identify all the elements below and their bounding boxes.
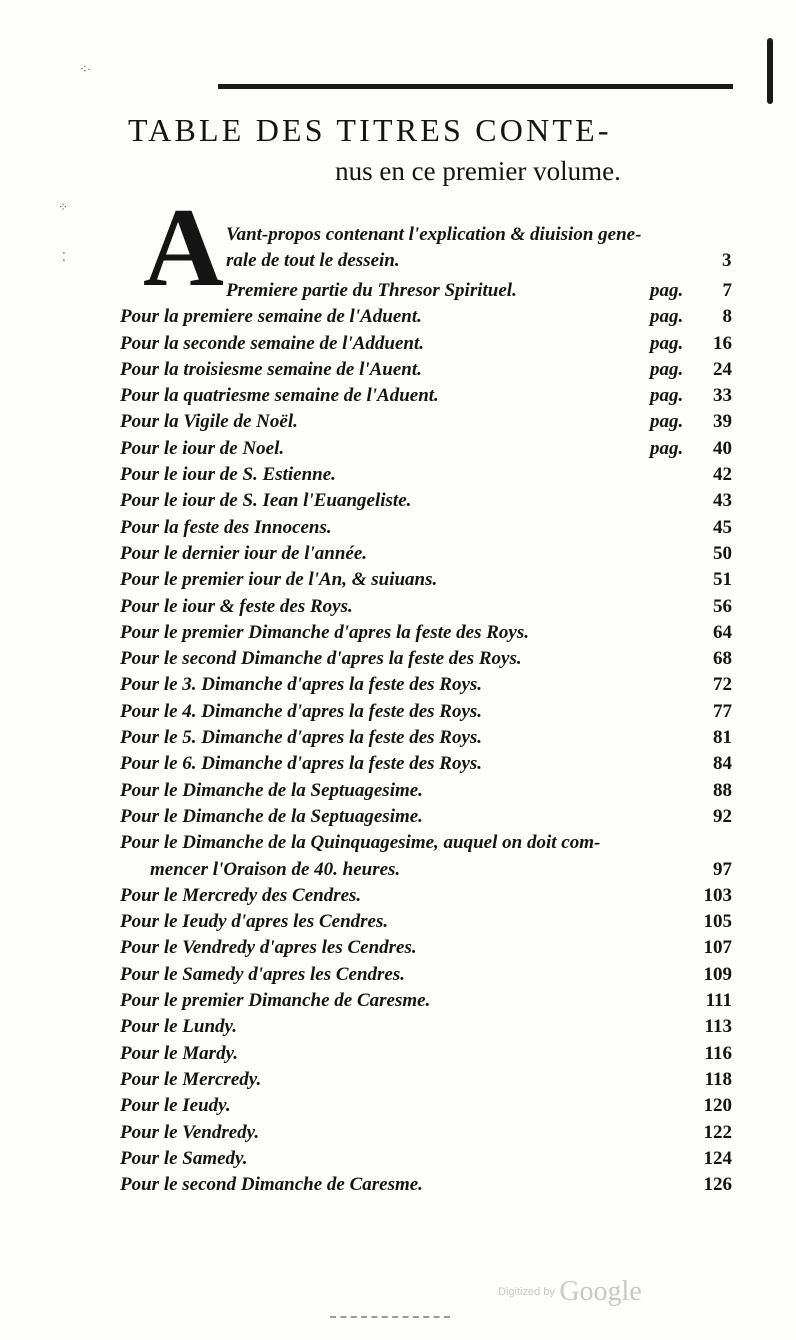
toc-entry-pag-label: pag.	[650, 385, 684, 407]
toc-entry-pag-label: pag.	[650, 306, 684, 328]
toc-entry-pag-label: pag.	[650, 411, 684, 433]
toc-entry-title: Pour le 3. Dimanche d'apres la feste des Roys.	[120, 674, 483, 696]
toc-entry-page-number: 24	[713, 358, 732, 380]
toc-entry-page-number: 122	[703, 1121, 732, 1143]
page-edge-mark	[767, 38, 773, 104]
toc-entry	[120, 383, 740, 409]
toc-entry-pag-label: pag.	[650, 358, 684, 380]
toc-entry	[120, 1093, 740, 1119]
toc-entry-title: Pour le Samedy.	[120, 1147, 248, 1169]
toc-entry-title: Pour le iour de S. Estienne.	[120, 464, 336, 486]
intro-line-1: Vant-propos contenant l'explication & diuision gene-	[226, 224, 642, 245]
toc-entry-page-number: 118	[704, 1068, 732, 1090]
toc-entry-title: mencer l'Oraison de 40. heures.	[150, 858, 401, 880]
digitized-by-google-watermark	[498, 1276, 642, 1308]
toc-entry	[120, 830, 740, 856]
toc-entry-page-number: 81	[713, 727, 732, 749]
toc-entry	[120, 699, 740, 725]
table-of-contents	[120, 278, 740, 1198]
toc-entry	[120, 962, 740, 988]
toc-entry-page-number: 33	[713, 385, 732, 407]
toc-entry-title: Pour le Dimanche de la Septuagesime.	[120, 779, 423, 801]
toc-entry-title: Pour le premier Dimanche d'apres la feste des Roys.	[120, 621, 529, 643]
toc-entry	[120, 409, 740, 435]
toc-entry-title: Pour le Mercredy.	[120, 1068, 262, 1090]
toc-entry	[120, 331, 740, 357]
toc-entry-page-number: 42	[713, 464, 732, 486]
toc-entry-page-number: 50	[713, 542, 732, 564]
footer-dashes	[330, 1316, 450, 1320]
toc-entry-page-number: 111	[705, 990, 732, 1012]
toc-entry-title: Pour le Ieudy.	[120, 1095, 231, 1117]
toc-entry-title: Pour le Samedy d'apres les Cendres.	[120, 963, 405, 985]
toc-entry-title: Pour la premiere semaine de l'Aduent.	[120, 306, 422, 328]
page-title: TABLE DES TITRES CONTE-	[128, 112, 612, 148]
toc-entry-title: Pour le 6. Dimanche d'apres la feste des Roys.	[120, 753, 483, 775]
toc-entry	[120, 883, 740, 909]
speck-mark: ⁖·	[80, 62, 92, 76]
toc-entry	[120, 1120, 740, 1146]
toc-entry	[120, 1014, 740, 1040]
toc-entry-title: Pour le 5. Dimanche d'apres la feste des Roys.	[120, 727, 483, 749]
toc-entry	[120, 1172, 740, 1198]
toc-entry	[120, 1067, 740, 1093]
toc-entry-title: Pour le 4. Dimanche d'apres la feste des Roys.	[120, 700, 483, 722]
toc-entry	[120, 778, 740, 804]
toc-entry-page-number: 113	[704, 1016, 732, 1038]
toc-entry-title: Pour le Vendredy.	[120, 1121, 260, 1143]
toc-entry	[120, 462, 740, 488]
toc-entry-page-number: 39	[713, 411, 732, 433]
toc-entry-page-number: 64	[713, 621, 732, 643]
toc-entry	[120, 804, 740, 830]
toc-entry-page-number: 97	[713, 858, 732, 880]
intro-page-number: 3	[722, 250, 732, 271]
toc-entry-page-number: 120	[703, 1095, 732, 1117]
toc-entry-page-number: 40	[713, 437, 732, 459]
toc-entry-page-number: 16	[713, 332, 732, 354]
toc-entry-title: Pour la Vigile de Noël.	[120, 411, 298, 433]
toc-entry-title: Pour le Vendredy d'apres les Cendres.	[120, 937, 417, 959]
toc-entry-pag-label: pag.	[650, 332, 684, 354]
toc-entry	[120, 1146, 740, 1172]
header-rule	[218, 84, 733, 89]
toc-entry-page-number: 77	[713, 700, 732, 722]
toc-entry	[120, 751, 740, 777]
toc-entry	[120, 594, 740, 620]
toc-entry-title: Pour le Mercredy des Cendres.	[120, 884, 362, 906]
toc-entry-title: Pour le Dimanche de la Septuagesime.	[120, 805, 423, 827]
toc-entry-page-number: 88	[713, 779, 732, 801]
toc-entry-page-number: 43	[713, 490, 732, 512]
toc-entry	[120, 725, 740, 751]
toc-entry-page-number: 92	[713, 805, 732, 827]
speck-mark: ⁚	[62, 250, 66, 264]
toc-entry-page-number: 109	[703, 963, 732, 985]
toc-entry-title: Pour le iour & feste des Roys.	[120, 595, 353, 617]
intro-line-2-text: rale de tout le dessein.	[226, 250, 400, 271]
google-logo: Google	[559, 1276, 642, 1307]
toc-entry-page-number: 56	[713, 595, 732, 617]
toc-entry-page-number: 7	[722, 280, 732, 301]
toc-entry	[120, 357, 740, 383]
intro-line-2	[226, 250, 746, 272]
toc-entry	[120, 488, 740, 514]
toc-entry-page-number: 84	[713, 753, 732, 775]
toc-entry-page-number: 72	[713, 674, 732, 696]
toc-entry	[120, 567, 740, 593]
toc-entry-title: Pour la troisiesme semaine de l'Auent.	[120, 358, 422, 380]
toc-entry	[120, 541, 740, 567]
toc-entry-title: Pour la quatriesme semaine de l'Aduent.	[120, 385, 439, 407]
toc-entry-pag-label: pag.	[650, 280, 684, 301]
toc-entry	[120, 515, 740, 541]
toc-entry-title: Pour le second Dimanche de Caresme.	[120, 1174, 423, 1196]
toc-entry-title: Pour le premier iour de l'An, & suiuans.	[120, 569, 438, 591]
toc-entry	[120, 672, 740, 698]
toc-entry	[120, 304, 740, 330]
toc-entry-page-number: 124	[703, 1147, 732, 1169]
toc-entry	[120, 988, 740, 1014]
toc-entry-pag-label: pag.	[650, 437, 684, 459]
toc-entry-title: Premiere partie du Thresor Spirituel.	[226, 280, 517, 301]
toc-entry	[120, 909, 740, 935]
toc-entry	[120, 1041, 740, 1067]
toc-entry-page-number: 107	[703, 937, 732, 959]
toc-entry-title: Pour le Dimanche de la Quinquagesime, auquel on doit com-	[120, 832, 601, 854]
speck-mark: ⁘	[58, 200, 69, 214]
toc-entry-title: Pour la seconde semaine de l'Adduent.	[120, 332, 424, 354]
toc-entry	[120, 646, 740, 672]
toc-entry-title: Pour le Ieudy d'apres les Cendres.	[120, 911, 389, 933]
toc-entry-title: Pour le iour de Noel.	[120, 437, 285, 459]
toc-entry-title: Pour le iour de S. Iean l'Euangeliste.	[120, 490, 412, 512]
toc-entry-title: Pour le dernier iour de l'année.	[120, 542, 368, 564]
toc-entry	[120, 857, 740, 883]
toc-entry-page-number: 68	[713, 648, 732, 670]
toc-entry-title: Pour le second Dimanche d'apres la feste des Roys.	[120, 648, 522, 670]
toc-entry	[120, 935, 740, 961]
toc-entry	[120, 436, 740, 462]
toc-entry-page-number: 105	[703, 911, 732, 933]
toc-entry-page-number: 8	[722, 306, 732, 328]
toc-entry-title: Pour le premier Dimanche de Caresme.	[120, 990, 431, 1012]
toc-entry	[120, 278, 740, 304]
toc-entry-page-number: 126	[703, 1174, 732, 1196]
toc-entry-page-number: 51	[713, 569, 732, 591]
page-subtitle: nus en ce premier volume.	[335, 156, 621, 186]
toc-entry-page-number: 45	[713, 516, 732, 538]
toc-entry-title: Pour la feste des Innocens.	[120, 516, 332, 538]
drop-cap: A	[143, 186, 224, 310]
toc-entry	[120, 620, 740, 646]
toc-entry-page-number: 103	[703, 884, 732, 906]
toc-entry-title: Pour le Lundy.	[120, 1016, 237, 1038]
toc-entry-title: Pour le Mardy.	[120, 1042, 239, 1064]
toc-entry-page-number: 116	[704, 1042, 732, 1064]
digitized-label: Digitized by	[498, 1286, 555, 1298]
